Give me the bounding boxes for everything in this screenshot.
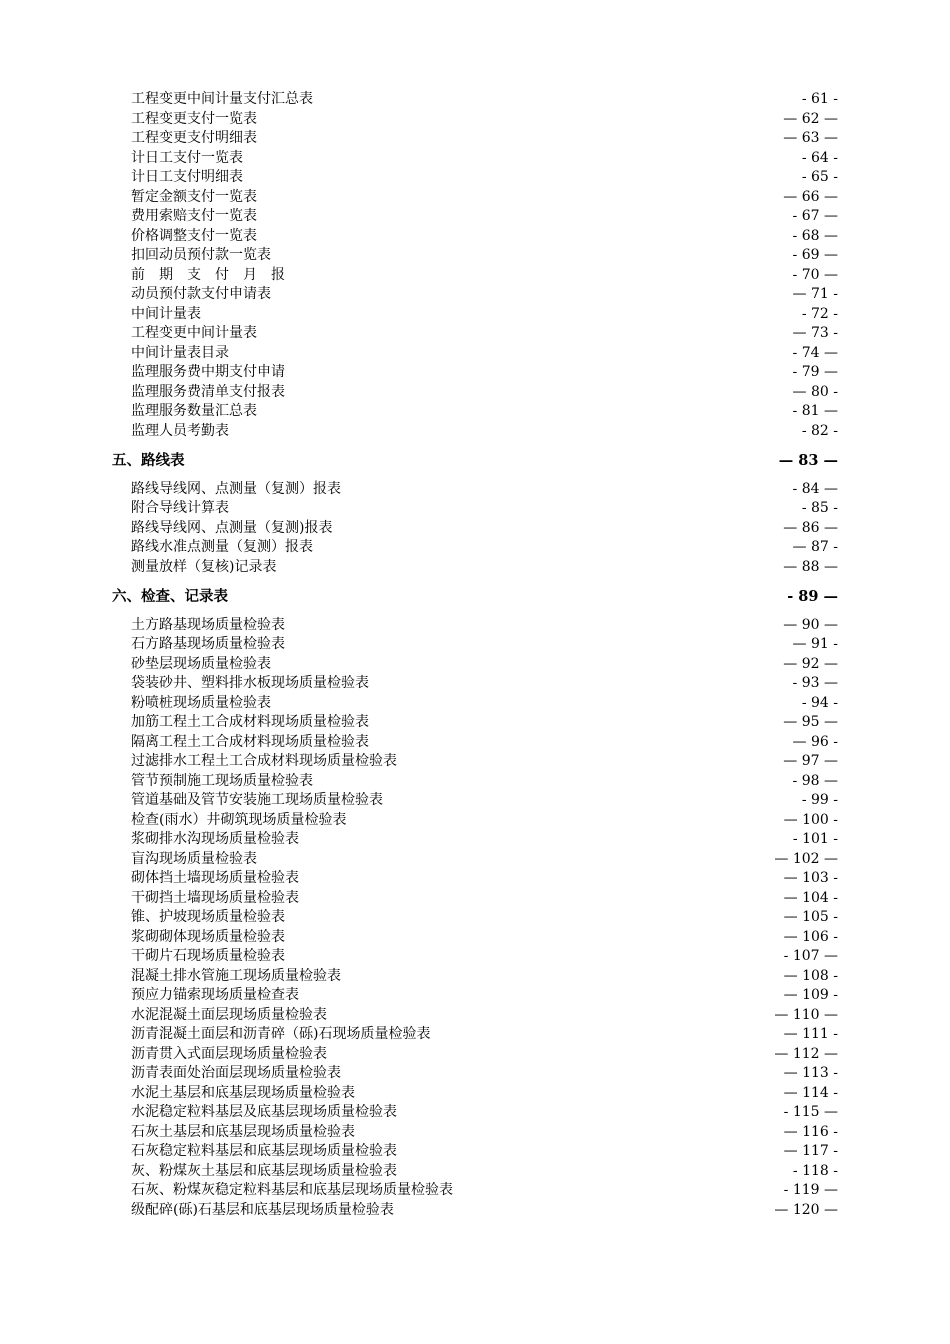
entry-title: 管节预制施工现场质量检验表 <box>131 772 313 789</box>
entry-title: 路线导线网、点测量（复测)报表 <box>131 519 333 536</box>
entry-page-number: — 88 — <box>783 558 838 575</box>
entry-title: 路线导线网、点测量（复测）报表 <box>131 480 341 497</box>
entry-title: 砂垫层现场质量检验表 <box>131 655 271 672</box>
toc-entry <box>112 986 838 1006</box>
entry-title: 测量放样（复核)记录表 <box>131 558 277 575</box>
entry-title: 中间计量表 <box>131 305 201 322</box>
entry-title: 工程变更中间计量表 <box>131 325 257 341</box>
entry-page-number: - 119 — <box>783 1182 838 1198</box>
toc-entry <box>112 889 838 909</box>
toc-entry <box>112 266 838 286</box>
toc-entry <box>112 869 838 889</box>
toc-entry <box>112 422 838 442</box>
toc-entry <box>112 519 838 539</box>
section-page-number: - 89 — <box>787 588 838 605</box>
entry-title: 干砌挡土墙现场质量检验表 <box>131 889 299 906</box>
entry-title: 监理服务费清单支付报表 <box>131 383 285 400</box>
entry-title: 加筋工程土工合成材料现场质量检验表 <box>131 714 369 730</box>
entry-title: 混凝土排水管施工现场质量检验表 <box>131 967 341 984</box>
entry-page-number: - 65 - <box>801 169 838 185</box>
toc-entry <box>112 499 838 519</box>
entry-page-number: - 93 — <box>792 675 838 691</box>
entry-page-number: - 118 - <box>792 1162 838 1179</box>
toc-entry <box>112 1201 838 1221</box>
toc-entry <box>112 1103 838 1123</box>
toc-entry <box>112 1181 838 1201</box>
entry-page-number: — 96 - <box>792 733 838 750</box>
entry-page-number: - 72 - <box>801 305 838 322</box>
entry-page-number: - 74 — <box>792 344 838 361</box>
entry-page-number: — 116 - <box>783 1123 838 1140</box>
entry-title: 浆砌排水沟现场质量检验表 <box>131 831 299 847</box>
entry-title: 沥青混凝土面层和沥青碎（砾)石现场质量检验表 <box>131 1026 431 1042</box>
entry-title: 工程变更支付明细表 <box>131 130 257 146</box>
toc-entry <box>112 1142 838 1162</box>
entry-title: 石方路基现场质量检验表 <box>131 636 285 652</box>
entry-title: 工程变更支付一览表 <box>131 110 257 127</box>
entry-page-number: — 108 - <box>783 967 838 984</box>
entry-page-number: - 85 - <box>801 500 838 516</box>
toc-entry <box>112 674 838 694</box>
entry-title: 水泥混凝土面层现场质量检验表 <box>131 1006 327 1023</box>
toc-entry <box>112 1045 838 1065</box>
entry-title: 预应力锚索现场质量检查表 <box>131 987 299 1003</box>
toc-entry <box>112 324 838 344</box>
entry-page-number: — 113 - <box>783 1065 838 1081</box>
toc-entry <box>112 129 838 149</box>
toc-entry <box>112 772 838 792</box>
toc-entry <box>112 149 838 169</box>
toc-entry <box>112 733 838 753</box>
entry-title: 路线水准点测量（复测）报表 <box>131 539 313 555</box>
toc-entry <box>112 1162 838 1182</box>
entry-title: 粉喷桩现场质量检验表 <box>131 694 271 711</box>
toc-entry <box>112 188 838 208</box>
toc-entry <box>112 752 838 772</box>
entry-title: 石灰稳定粒料基层和底基层现场质量检验表 <box>131 1143 397 1159</box>
toc-entry <box>112 207 838 227</box>
entry-title: 监理服务数量汇总表 <box>131 403 257 419</box>
entry-page-number: — 66 — <box>783 188 838 205</box>
entry-title: 干砌片石现场质量检验表 <box>131 948 285 964</box>
toc-entry <box>112 791 838 811</box>
entry-page-number: — 117 - <box>783 1143 838 1159</box>
entry-title: 中间计量表目录 <box>131 344 229 361</box>
entry-title: 水泥稳定粒料基层及底基层现场质量检验表 <box>131 1104 397 1120</box>
entry-title: 计日工支付一览表 <box>131 149 243 166</box>
entry-page-number: - 94 - <box>801 694 838 711</box>
entry-page-number: - 107 — <box>783 948 838 964</box>
toc-entry <box>112 90 838 110</box>
entry-page-number: — 104 - <box>783 889 838 906</box>
entry-page-number: — 63 — <box>783 130 838 146</box>
entry-page-number: - 79 — <box>792 364 838 380</box>
toc-entry <box>112 1084 838 1104</box>
entry-title: 前 期 支 付 月 报 <box>131 266 285 283</box>
entry-page-number: — 106 - <box>783 928 838 945</box>
section-page-number: — 83 — <box>778 452 838 469</box>
entry-page-number: — 102 — <box>774 850 838 867</box>
entry-title: 石灰土基层和底基层现场质量检验表 <box>131 1123 355 1140</box>
toc-entry <box>112 168 838 188</box>
entry-page-number: - 67 — <box>792 208 838 224</box>
entry-title: 监理服务费中期支付申请 <box>131 364 285 380</box>
entry-title: 沥青贯入式面层现场质量检验表 <box>131 1045 327 1062</box>
toc-entry <box>112 110 838 130</box>
entry-page-number: — 114 - <box>783 1084 838 1101</box>
toc-entry <box>112 928 838 948</box>
toc-entry <box>112 344 838 364</box>
toc-entry <box>112 480 838 500</box>
section-heading <box>112 587 838 607</box>
entry-page-number: — 112 — <box>774 1045 838 1062</box>
toc-entry <box>112 538 838 558</box>
toc-entry <box>112 635 838 655</box>
entry-title: 锥、护坡现场质量检验表 <box>131 909 285 925</box>
toc-entry <box>112 285 838 305</box>
entry-page-number: — 105 - <box>783 909 838 925</box>
toc-entry <box>112 305 838 325</box>
entry-page-number: - 68 — <box>792 227 838 244</box>
entry-title: 袋装砂井、塑料排水板现场质量检验表 <box>131 675 369 691</box>
entry-title: 工程变更中间计量支付汇总表 <box>131 91 313 107</box>
section-heading <box>112 451 838 471</box>
entry-page-number: - 70 — <box>792 266 838 283</box>
entry-page-number: — 71 - <box>792 286 838 302</box>
section-title: 六、检查、记录表 <box>112 588 228 605</box>
entry-title: 检查(雨水）井砌筑现场质量检验表 <box>131 811 347 828</box>
entry-page-number: — 100 - <box>783 811 838 828</box>
entry-title: 扣回动员预付款一览表 <box>131 247 271 263</box>
entry-page-number: — 62 — <box>783 110 838 127</box>
entry-title: 石灰、粉煤灰稳定粒料基层和底基层现场质量检验表 <box>131 1182 453 1198</box>
entry-title: 动员预付款支付申请表 <box>131 286 271 302</box>
toc-entry <box>112 1064 838 1084</box>
entry-page-number: - 84 — <box>792 480 838 497</box>
entry-page-number: — 111 - <box>783 1026 838 1042</box>
toc-entry <box>112 616 838 636</box>
toc-entry <box>112 713 838 733</box>
toc-entry <box>112 850 838 870</box>
toc-entry <box>112 947 838 967</box>
entry-page-number: — 73 - <box>792 325 838 341</box>
table-of-contents <box>112 90 838 1220</box>
entry-page-number: - 81 — <box>792 403 838 419</box>
entry-page-number: — 103 - <box>783 870 838 886</box>
entry-title: 隔离工程土工合成材料现场质量检验表 <box>131 733 369 750</box>
entry-title: 价格调整支付一览表 <box>131 227 257 244</box>
entry-title: 沥青表面处治面层现场质量检验表 <box>131 1065 341 1081</box>
toc-entry <box>112 908 838 928</box>
entry-title: 暂定金额支付一览表 <box>131 188 257 205</box>
toc-entry <box>112 558 838 578</box>
entry-page-number: — 86 — <box>783 519 838 536</box>
entry-page-number: — 87 - <box>792 539 838 555</box>
toc-entry <box>112 1006 838 1026</box>
entry-title: 费用索赔支付一览表 <box>131 208 257 224</box>
entry-title: 浆砌砌体现场质量检验表 <box>131 928 285 945</box>
entry-title: 监理人员考勤表 <box>131 422 229 439</box>
entry-title: 计日工支付明细表 <box>131 169 243 185</box>
entry-title: 过滤排水工程土工合成材料现场质量检验表 <box>131 753 397 769</box>
entry-page-number: — 92 — <box>783 655 838 672</box>
entry-title: 附合导线计算表 <box>131 500 229 516</box>
entry-page-number: — 97 — <box>783 753 838 769</box>
entry-page-number: — 80 - <box>792 383 838 400</box>
entry-page-number: - 82 - <box>801 422 838 439</box>
entry-page-number: - 64 - <box>801 149 838 166</box>
entry-page-number: — 95 — <box>783 714 838 730</box>
toc-entry <box>112 1123 838 1143</box>
entry-page-number: — 110 — <box>774 1006 838 1023</box>
entry-page-number: — 109 - <box>783 987 838 1003</box>
toc-entry <box>112 402 838 422</box>
toc-entry <box>112 1025 838 1045</box>
entry-page-number: - 115 — <box>783 1104 838 1120</box>
toc-entry <box>112 694 838 714</box>
entry-title: 水泥土基层和底基层现场质量检验表 <box>131 1084 355 1101</box>
entry-title: 砌体挡土墙现场质量检验表 <box>131 870 299 886</box>
entry-page-number: - 101 - <box>792 831 838 847</box>
toc-entry <box>112 655 838 675</box>
toc-entry <box>112 246 838 266</box>
entry-title: 土方路基现场质量检验表 <box>131 616 285 633</box>
entry-page-number: - 98 — <box>792 772 838 789</box>
entry-page-number: - 61 - <box>801 91 838 107</box>
toc-entry <box>112 383 838 403</box>
entry-page-number: — 91 - <box>792 636 838 652</box>
entry-page-number: — 120 — <box>774 1201 838 1218</box>
entry-title: 灰、粉煤灰土基层和底基层现场质量检验表 <box>131 1162 397 1179</box>
toc-entry <box>112 227 838 247</box>
entry-title: 级配碎(砾)石基层和底基层现场质量检验表 <box>131 1201 394 1218</box>
entry-page-number: - 69 — <box>792 247 838 263</box>
entry-page-number: - 99 - <box>801 792 838 808</box>
toc-entry <box>112 830 838 850</box>
entry-title: 管道基础及管节安装施工现场质量检验表 <box>131 792 383 808</box>
toc-entry <box>112 811 838 831</box>
toc-entry <box>112 967 838 987</box>
entry-title: 盲沟现场质量检验表 <box>131 850 257 867</box>
entry-page-number: — 90 — <box>783 616 838 633</box>
section-title: 五、路线表 <box>112 452 185 469</box>
toc-entry <box>112 363 838 383</box>
